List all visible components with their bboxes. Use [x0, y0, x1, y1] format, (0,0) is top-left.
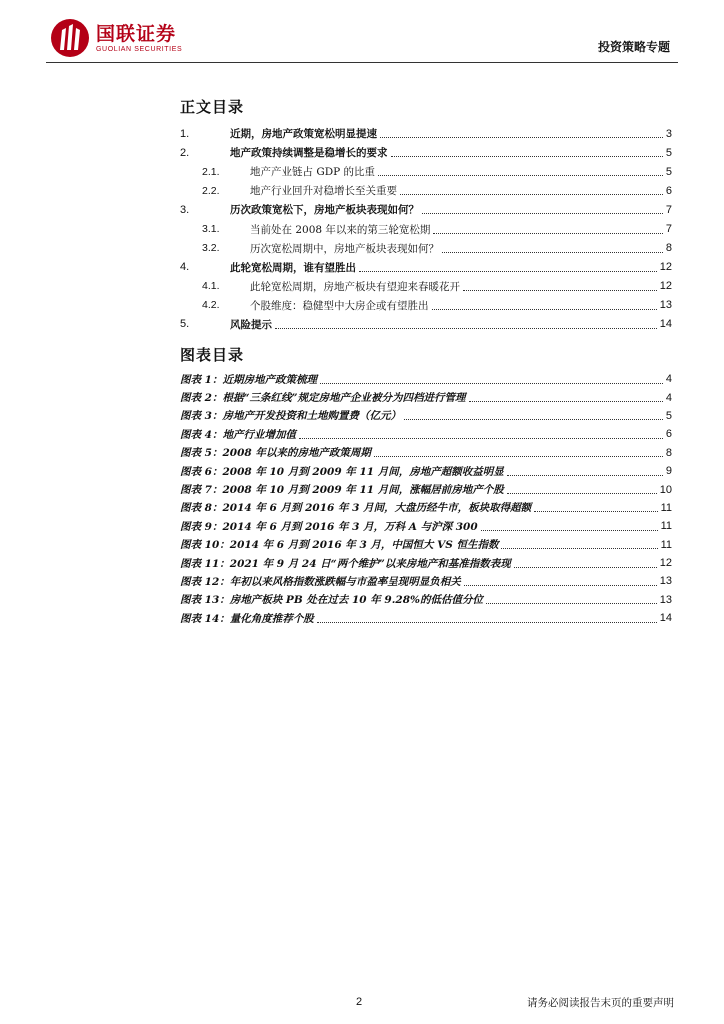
figure-entry-page: 12: [659, 557, 672, 570]
figure-entry-page: 5: [665, 409, 672, 422]
toc-dot-leader: [422, 213, 663, 214]
figure-dot-leader: [299, 438, 663, 439]
toc-entry-page: 8: [665, 242, 672, 255]
toc-entry[interactable]: [180, 315, 672, 334]
toc-entry-page: 13: [659, 299, 672, 312]
toc-entry-page: 6: [665, 184, 672, 197]
page-header: [50, 14, 674, 64]
toc-entry-page: 14: [659, 318, 672, 331]
toc-entry[interactable]: [180, 277, 672, 296]
figure-entry[interactable]: [180, 591, 672, 609]
figure-entry[interactable]: [180, 536, 672, 554]
figure-entry[interactable]: [180, 517, 672, 535]
figure-entry-page: 11: [660, 538, 672, 551]
toc-entry-number: 3.: [180, 203, 190, 216]
toc-entry[interactable]: [180, 162, 672, 181]
figure-entry-title: 图表 13：房地产板块 PB 处在过去 10 年 9.28%的低估值分位: [180, 594, 483, 607]
figure-dot-leader: [469, 401, 663, 402]
toc-entry-title: 地产产业链占 GDP 的比重: [250, 166, 376, 179]
figure-dot-leader: [404, 419, 663, 420]
figure-entry[interactable]: [180, 388, 672, 406]
toc-entry-page: 3: [665, 127, 672, 140]
disclaimer-note: 请务必阅读报告末页的重要声明: [527, 997, 674, 1009]
figure-entry-page: 13: [659, 593, 672, 606]
figure-entry[interactable]: [180, 609, 672, 627]
figure-dot-leader: [534, 511, 657, 512]
figure-entry-page: 14: [659, 612, 672, 625]
toc-entry-number: 3.2.: [202, 242, 220, 255]
figure-entry-page: 11: [660, 520, 672, 533]
toc-dot-leader: [391, 156, 663, 157]
figure-entry[interactable]: [180, 370, 672, 388]
figure-dot-leader: [486, 603, 657, 604]
figure-entry[interactable]: [180, 499, 672, 517]
toc-entry-title: 个股维度：稳健型中大房企或有望胜出: [250, 299, 429, 312]
figure-entry[interactable]: [180, 444, 672, 462]
toc-entry-title: 近期，房地产政策宽松明显提速: [230, 128, 377, 141]
figure-entry-page: 10: [659, 483, 672, 496]
toc-entry-number: 2.: [180, 146, 190, 159]
figure-dot-leader: [507, 493, 657, 494]
figures-title: 图表目录: [180, 346, 245, 364]
toc-entry-number: 2.1.: [202, 165, 220, 178]
figure-entry[interactable]: [180, 425, 672, 443]
figure-dot-leader: [320, 383, 663, 384]
figure-entry-title: 图表 6：2008 年 10 月到 2009 年 11 月间，房地产超额收益明显: [180, 465, 504, 478]
toc-entry-title: 地产政策持续调整是稳增长的要求: [230, 147, 388, 160]
figure-list: [180, 370, 672, 627]
header-divider: [46, 62, 678, 63]
figure-entry-page: 13: [659, 575, 672, 588]
toc-dot-leader: [359, 271, 657, 272]
toc-dot-leader: [432, 309, 657, 310]
toc-dot-leader: [275, 328, 657, 329]
figure-entry-title: 图表 5：2008 年以来的房地产政策周期: [180, 447, 371, 460]
figure-entry-title: 图表 8：2014 年 6 月到 2016 年 3 月间，大盘历经牛市，板块取得超额: [180, 502, 532, 515]
toc-entry-number: 4.: [180, 261, 190, 274]
figure-entry-title: 图表 10：2014 年 6 月到 2016 年 3 月，中国恒大 VS 恒生指数: [180, 539, 499, 552]
toc-entry[interactable]: [180, 239, 672, 258]
toc-dot-leader: [463, 290, 657, 291]
figure-entry-title: 图表 7：2008 年 10 月到 2009 年 11 月间，涨幅居前房地产个股: [180, 484, 504, 497]
figure-entry-title: 图表 2：根据“三条红线”规定房地产企业被分为四档进行管理: [180, 392, 466, 405]
toc-entry-page: 7: [665, 203, 672, 216]
toc-entry-page: 12: [659, 280, 672, 293]
company-logo: [50, 16, 182, 60]
toc-entry-number: 5.: [180, 318, 190, 331]
figure-entry-page: 4: [665, 373, 672, 386]
toc-title: 正文目录: [180, 98, 245, 116]
toc-entry-title: 当前处在 2008 年以来的第三轮宽松期: [250, 223, 431, 236]
figure-entry[interactable]: [180, 572, 672, 590]
figure-entry-page: 8: [665, 446, 672, 459]
toc-entry-number: 1.: [180, 127, 190, 140]
figure-dot-leader: [507, 475, 663, 476]
figure-entry-title: 图表 14：量化角度推荐个股: [180, 612, 314, 625]
toc-entry-title: 风险提示: [230, 318, 272, 331]
toc-entry-number: 4.2.: [202, 299, 220, 312]
figure-entry-page: 11: [660, 501, 672, 514]
figure-dot-leader: [374, 456, 663, 457]
toc-dot-leader: [378, 175, 663, 176]
toc-entry-number: 3.1.: [202, 223, 220, 236]
toc-dot-leader: [380, 137, 663, 138]
figure-entry-page: 6: [665, 428, 672, 441]
figure-entry[interactable]: [180, 462, 672, 480]
logo-english-name: GUOLIAN SECURITIES: [96, 45, 183, 53]
figure-entry-title: 图表 11：2021 年 9 月 24 日“两个维护”以来房地产和基准指数表现: [180, 557, 511, 570]
toc-entry-number: 2.2.: [202, 184, 220, 197]
figure-entry[interactable]: [180, 480, 672, 498]
toc-entry[interactable]: [180, 143, 672, 162]
toc-entry[interactable]: [180, 181, 672, 200]
toc-entry-page: 12: [659, 261, 672, 274]
figure-dot-leader: [464, 585, 657, 586]
figure-dot-leader: [514, 567, 657, 568]
figure-dot-leader: [501, 548, 657, 549]
figure-entry-title: 图表 1：近期房地产政策梳理: [180, 373, 317, 386]
figure-entry[interactable]: [180, 407, 672, 425]
figure-entry-title: 图表 9：2014 年 6 月到 2016 年 3 月，万科 A 与沪深 300: [180, 520, 478, 533]
toc-entry-page: 5: [665, 165, 672, 178]
figure-entry-page: 9: [665, 465, 672, 478]
toc-dot-leader: [442, 252, 663, 253]
toc-entry[interactable]: [180, 219, 672, 238]
figure-dot-leader: [317, 622, 657, 623]
logo-chinese-name: 国联证券: [96, 22, 177, 45]
toc-entry-title: 此轮宽松周期，房地产板块有望迎来春暖花开: [250, 280, 460, 293]
toc-entry-number: 4.1.: [202, 280, 220, 293]
figure-entry-title: 图表 12：年初以来风格指数涨跌幅与市盈率呈现明显负相关: [180, 575, 461, 588]
toc-entry-page: 7: [665, 223, 672, 236]
toc-entry-title: 历次政策宽松下，房地产板块表现如何？: [230, 204, 419, 217]
toc-dot-leader: [400, 194, 663, 195]
toc-dot-leader: [433, 233, 662, 234]
guolian-logo-icon: [50, 18, 90, 58]
toc-entry-page: 5: [665, 146, 672, 159]
figure-entry-title: 图表 4：地产行业增加值: [180, 428, 296, 441]
figure-dot-leader: [481, 530, 658, 531]
report-type: 投资策略专题: [597, 40, 670, 54]
toc-entry[interactable]: [180, 258, 672, 277]
toc-entry-title: 地产行业回升对稳增长至关重要: [250, 185, 397, 198]
toc-entry-title: 此轮宽松周期，谁有望胜出: [230, 261, 356, 274]
toc-entry[interactable]: [180, 296, 672, 315]
toc-entry[interactable]: [180, 200, 672, 219]
page-number: 2: [356, 996, 363, 1008]
table-of-contents: [180, 124, 672, 334]
toc-entry[interactable]: [180, 124, 672, 143]
figure-entry-page: 4: [665, 391, 672, 404]
figure-entry[interactable]: [180, 554, 672, 572]
figure-entry-title: 图表 3：房地产开发投资和土地购置费（亿元）: [180, 410, 401, 423]
toc-entry-title: 历次宽松周期中，房地产板块表现如何？: [250, 242, 439, 255]
